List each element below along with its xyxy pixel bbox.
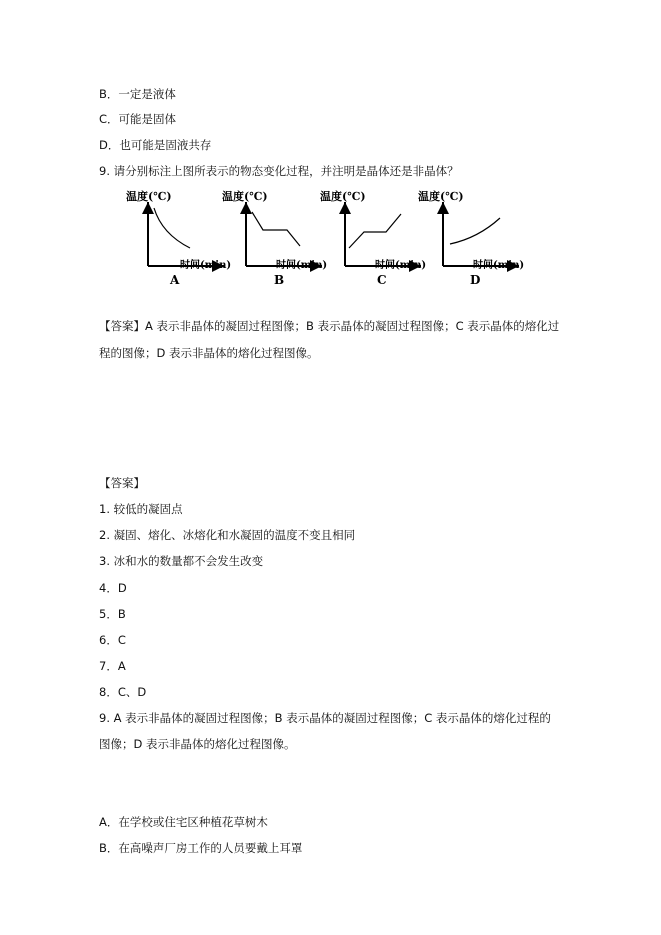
graph-b-x-label: 时间(min) [276,260,328,271]
option-c-top: C．可能是固体 [99,112,177,126]
graph-c-y-label: 温度(℃) [320,190,366,203]
option-a-bottom: A．在学校或住宅区种植花草树木 [99,815,268,829]
question-9: 9. 请分别标注上图所表示的物态变化过程，并注明是晶体还是非晶体？ [99,164,459,178]
answer-8: 8．C、D [99,685,147,699]
graph-a [126,189,231,287]
graph-a-letter: A [170,273,180,287]
graph-b-letter: B [274,273,285,287]
answer-9-line1: 9. A 表示非晶体的凝固过程图像；B 表示晶体的凝固过程图像；C 表示晶体的熔化过程的 [99,711,551,725]
graph-a-curve [154,208,190,248]
graph-b [222,189,327,287]
answer-6: 6．C [99,633,126,647]
answer-3: 3. 冰和水的数量都不会发生改变 [99,554,264,568]
answer-1: 1. 较低的凝固点 [99,502,183,516]
graph-c-x-label: 时间(min) [375,260,427,271]
graph-d-x-label: 时间(min) [473,260,525,271]
phase-change-figure [118,184,548,290]
answer-heading: 【答案】 [99,476,145,490]
option-d-top: D．也可能是固液共存 [99,138,212,152]
graph-b-y-label: 温度(℃) [222,190,268,203]
option-b-top: B．一定是液体 [99,87,176,101]
graph-a-y-label: 温度(℃) [126,190,172,203]
graph-b-curve [252,212,300,246]
answer-4: 4．D [99,581,127,595]
graph-d-curve [450,218,500,244]
answer-5: 5．B [99,607,126,621]
graph-c-curve [349,214,401,248]
graph-d-letter: D [470,273,481,287]
graph-c [320,189,426,287]
graph-d [418,189,524,287]
answer-block-1-line2: 程的图像；D 表示非晶体的熔化过程图像。 [99,346,319,360]
graph-d-y-label: 温度(℃) [418,190,464,203]
graph-a-x-label: 时间(min) [180,260,232,271]
option-b-bottom: B．在高噪声厂房工作的人员要戴上耳罩 [99,841,303,855]
answer-7: 7．A [99,659,126,673]
answer-block-1-line1: 【答案】A 表示非晶体的凝固过程图像；B 表示晶体的凝固过程图像；C 表示晶体的熔化过 [99,319,560,333]
answer-2: 2. 凝固、熔化、冰熔化和水凝固的温度不变且相同 [99,528,356,542]
answer-9-line2: 图像；D 表示非晶体的熔化过程图像。 [99,737,296,751]
graph-c-letter: C [377,273,387,287]
